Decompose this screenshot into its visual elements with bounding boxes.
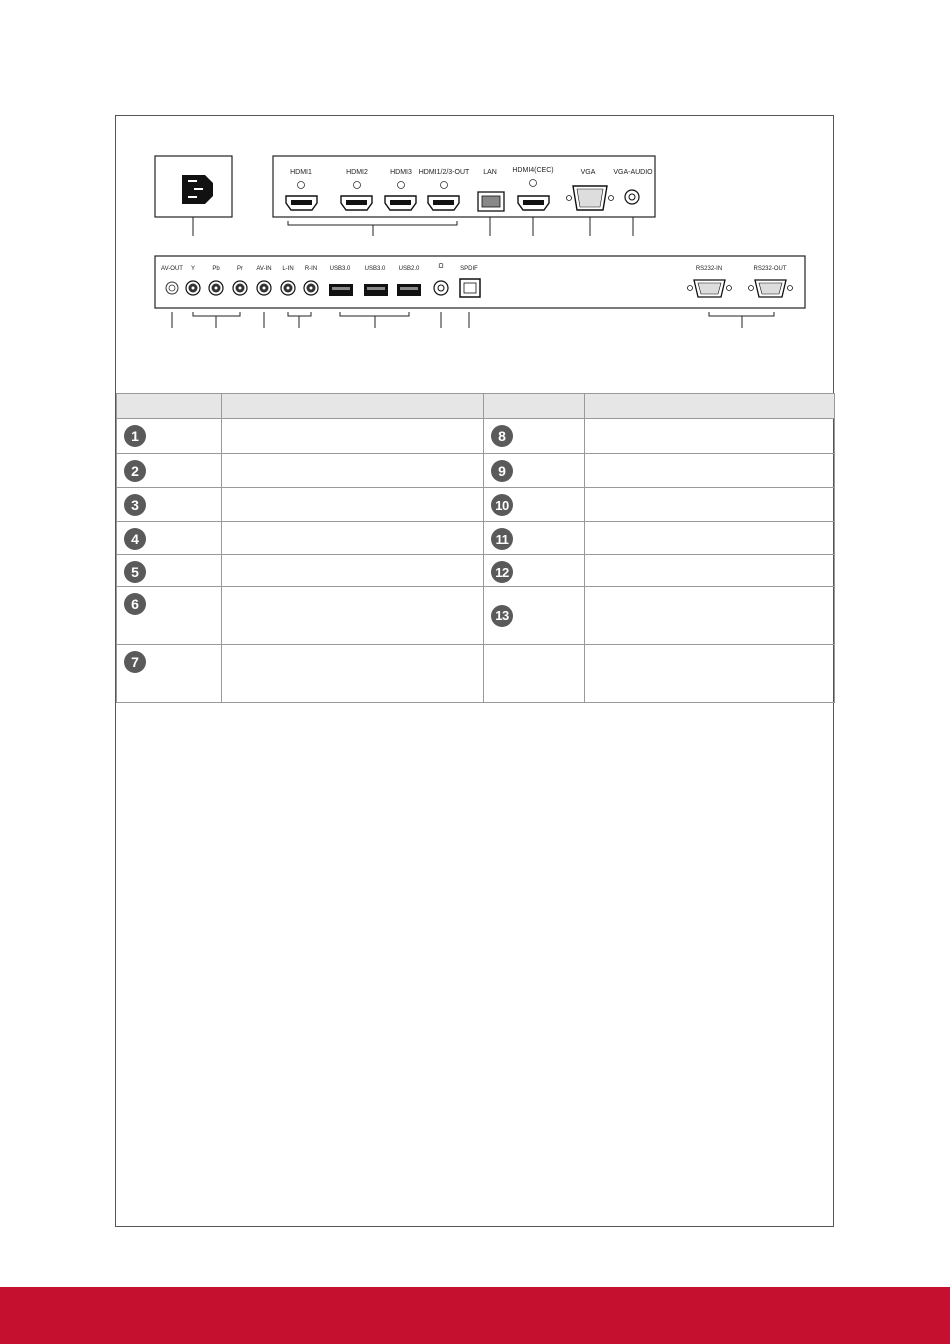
- top-label: HDMI1/2/3-OUT: [418, 169, 470, 176]
- table-header-row: [117, 394, 835, 419]
- rca-jack-icon: [257, 281, 271, 295]
- port-description-table: [116, 393, 835, 703]
- bottom-label: Y: [190, 266, 196, 272]
- number-badge: 10: [491, 494, 513, 516]
- hdmi-port-icon: [518, 196, 549, 210]
- number-cell: [117, 587, 222, 645]
- number-badge: 6: [124, 593, 146, 615]
- rca-jack-icon: [209, 281, 223, 295]
- table-header-cell: [585, 394, 835, 419]
- description-cell: [222, 555, 484, 587]
- bottom-label: L-IN: [282, 266, 294, 272]
- rca-jack-icon: [233, 281, 247, 295]
- number-cell: [484, 522, 585, 555]
- description-cell: [585, 555, 835, 587]
- number-badge: 3: [124, 494, 146, 516]
- number-badge: 8: [491, 425, 513, 447]
- description-cell: [222, 419, 484, 454]
- number-cell: [484, 419, 585, 454]
- table-row: [117, 645, 835, 703]
- number-cell: [484, 645, 585, 703]
- rca-jack-icon: [186, 281, 200, 295]
- number-badge: 7: [124, 651, 146, 673]
- number-badge: 4: [124, 528, 146, 550]
- footer-bar: [0, 1287, 950, 1344]
- table-row: [117, 488, 835, 522]
- number-badge: 11: [491, 528, 513, 550]
- number-cell: [117, 555, 222, 587]
- usb-port-icon: [364, 284, 388, 296]
- number-badge: 13: [491, 605, 513, 627]
- bottom-label: R-IN: [304, 266, 318, 272]
- number-cell: [117, 645, 222, 703]
- description-cell: [585, 488, 835, 522]
- table-row: [117, 454, 835, 488]
- headphone-jack-icon: [434, 281, 448, 295]
- table-row: [117, 555, 835, 587]
- top-label: HDMI3: [390, 169, 412, 176]
- hdmi-port-icon: [286, 196, 317, 210]
- bottom-connector-panel: [155, 256, 805, 328]
- description-cell: [222, 488, 484, 522]
- top-label: VGA-AUDIO: [613, 169, 653, 176]
- number-badge: 5: [124, 561, 146, 583]
- table-row: [117, 587, 835, 645]
- description-cell: [222, 587, 484, 645]
- hdmi-port-icon: [385, 196, 416, 210]
- bottom-label: AV-IN: [256, 266, 272, 272]
- bottom-label: USB3.0: [329, 266, 351, 272]
- description-cell: [585, 522, 835, 555]
- bottom-label: Pr: [237, 266, 243, 272]
- bottom-label: SPDIF: [460, 266, 478, 272]
- bottom-label: Ω: [438, 263, 444, 270]
- number-badge: 9: [491, 460, 513, 482]
- hdmi-port-icon: [428, 196, 459, 210]
- hdmi-port-icon: [341, 196, 372, 210]
- description-cell: [222, 645, 484, 703]
- description-cell: [222, 522, 484, 555]
- description-cell: [222, 454, 484, 488]
- lan-port-icon: [478, 192, 504, 211]
- top-label: LAN: [483, 169, 497, 176]
- top-connector-panel: [273, 156, 655, 236]
- description-cell: [585, 587, 835, 645]
- usb-port-icon: [329, 284, 353, 296]
- top-label: HDMI4(CEC): [512, 167, 554, 174]
- rear-panel-diagram: [0, 0, 950, 400]
- bottom-label: USB2.0: [398, 266, 420, 272]
- table-header-cell: [484, 394, 585, 419]
- bottom-label: RS232-IN: [695, 266, 723, 272]
- usb-port-icon: [397, 284, 421, 296]
- rca-jack-icon: [304, 281, 318, 295]
- audio-jack-icon: [625, 190, 639, 204]
- table-row: [117, 522, 835, 555]
- bottom-label: RS232-OUT: [753, 266, 787, 272]
- description-cell: [585, 419, 835, 454]
- number-badge: 2: [124, 460, 146, 482]
- description-cell: [585, 645, 835, 703]
- bottom-label: Pb: [212, 266, 220, 272]
- number-cell: [484, 454, 585, 488]
- power-inlet: [155, 156, 232, 236]
- spdif-port-icon: [460, 279, 480, 297]
- top-label: VGA: [580, 169, 596, 176]
- number-cell: [484, 555, 585, 587]
- top-label: HDMI1: [290, 169, 312, 176]
- number-badge: 12: [491, 561, 513, 583]
- number-cell: [484, 488, 585, 522]
- number-cell: [117, 454, 222, 488]
- number-cell: [484, 587, 585, 645]
- table-row: [117, 419, 835, 454]
- bottom-label: AV-OUT: [161, 266, 183, 272]
- av-out-jack-icon: [166, 282, 178, 294]
- table-header-cell: [117, 394, 222, 419]
- number-cell: [117, 488, 222, 522]
- number-cell: [117, 522, 222, 555]
- rca-jack-icon: [281, 281, 295, 295]
- number-badge: 1: [124, 425, 146, 447]
- bottom-label: USB3.0: [364, 266, 386, 272]
- number-cell: [117, 419, 222, 454]
- description-cell: [585, 454, 835, 488]
- table-header-cell: [222, 394, 484, 419]
- top-label: HDMI2: [346, 169, 368, 176]
